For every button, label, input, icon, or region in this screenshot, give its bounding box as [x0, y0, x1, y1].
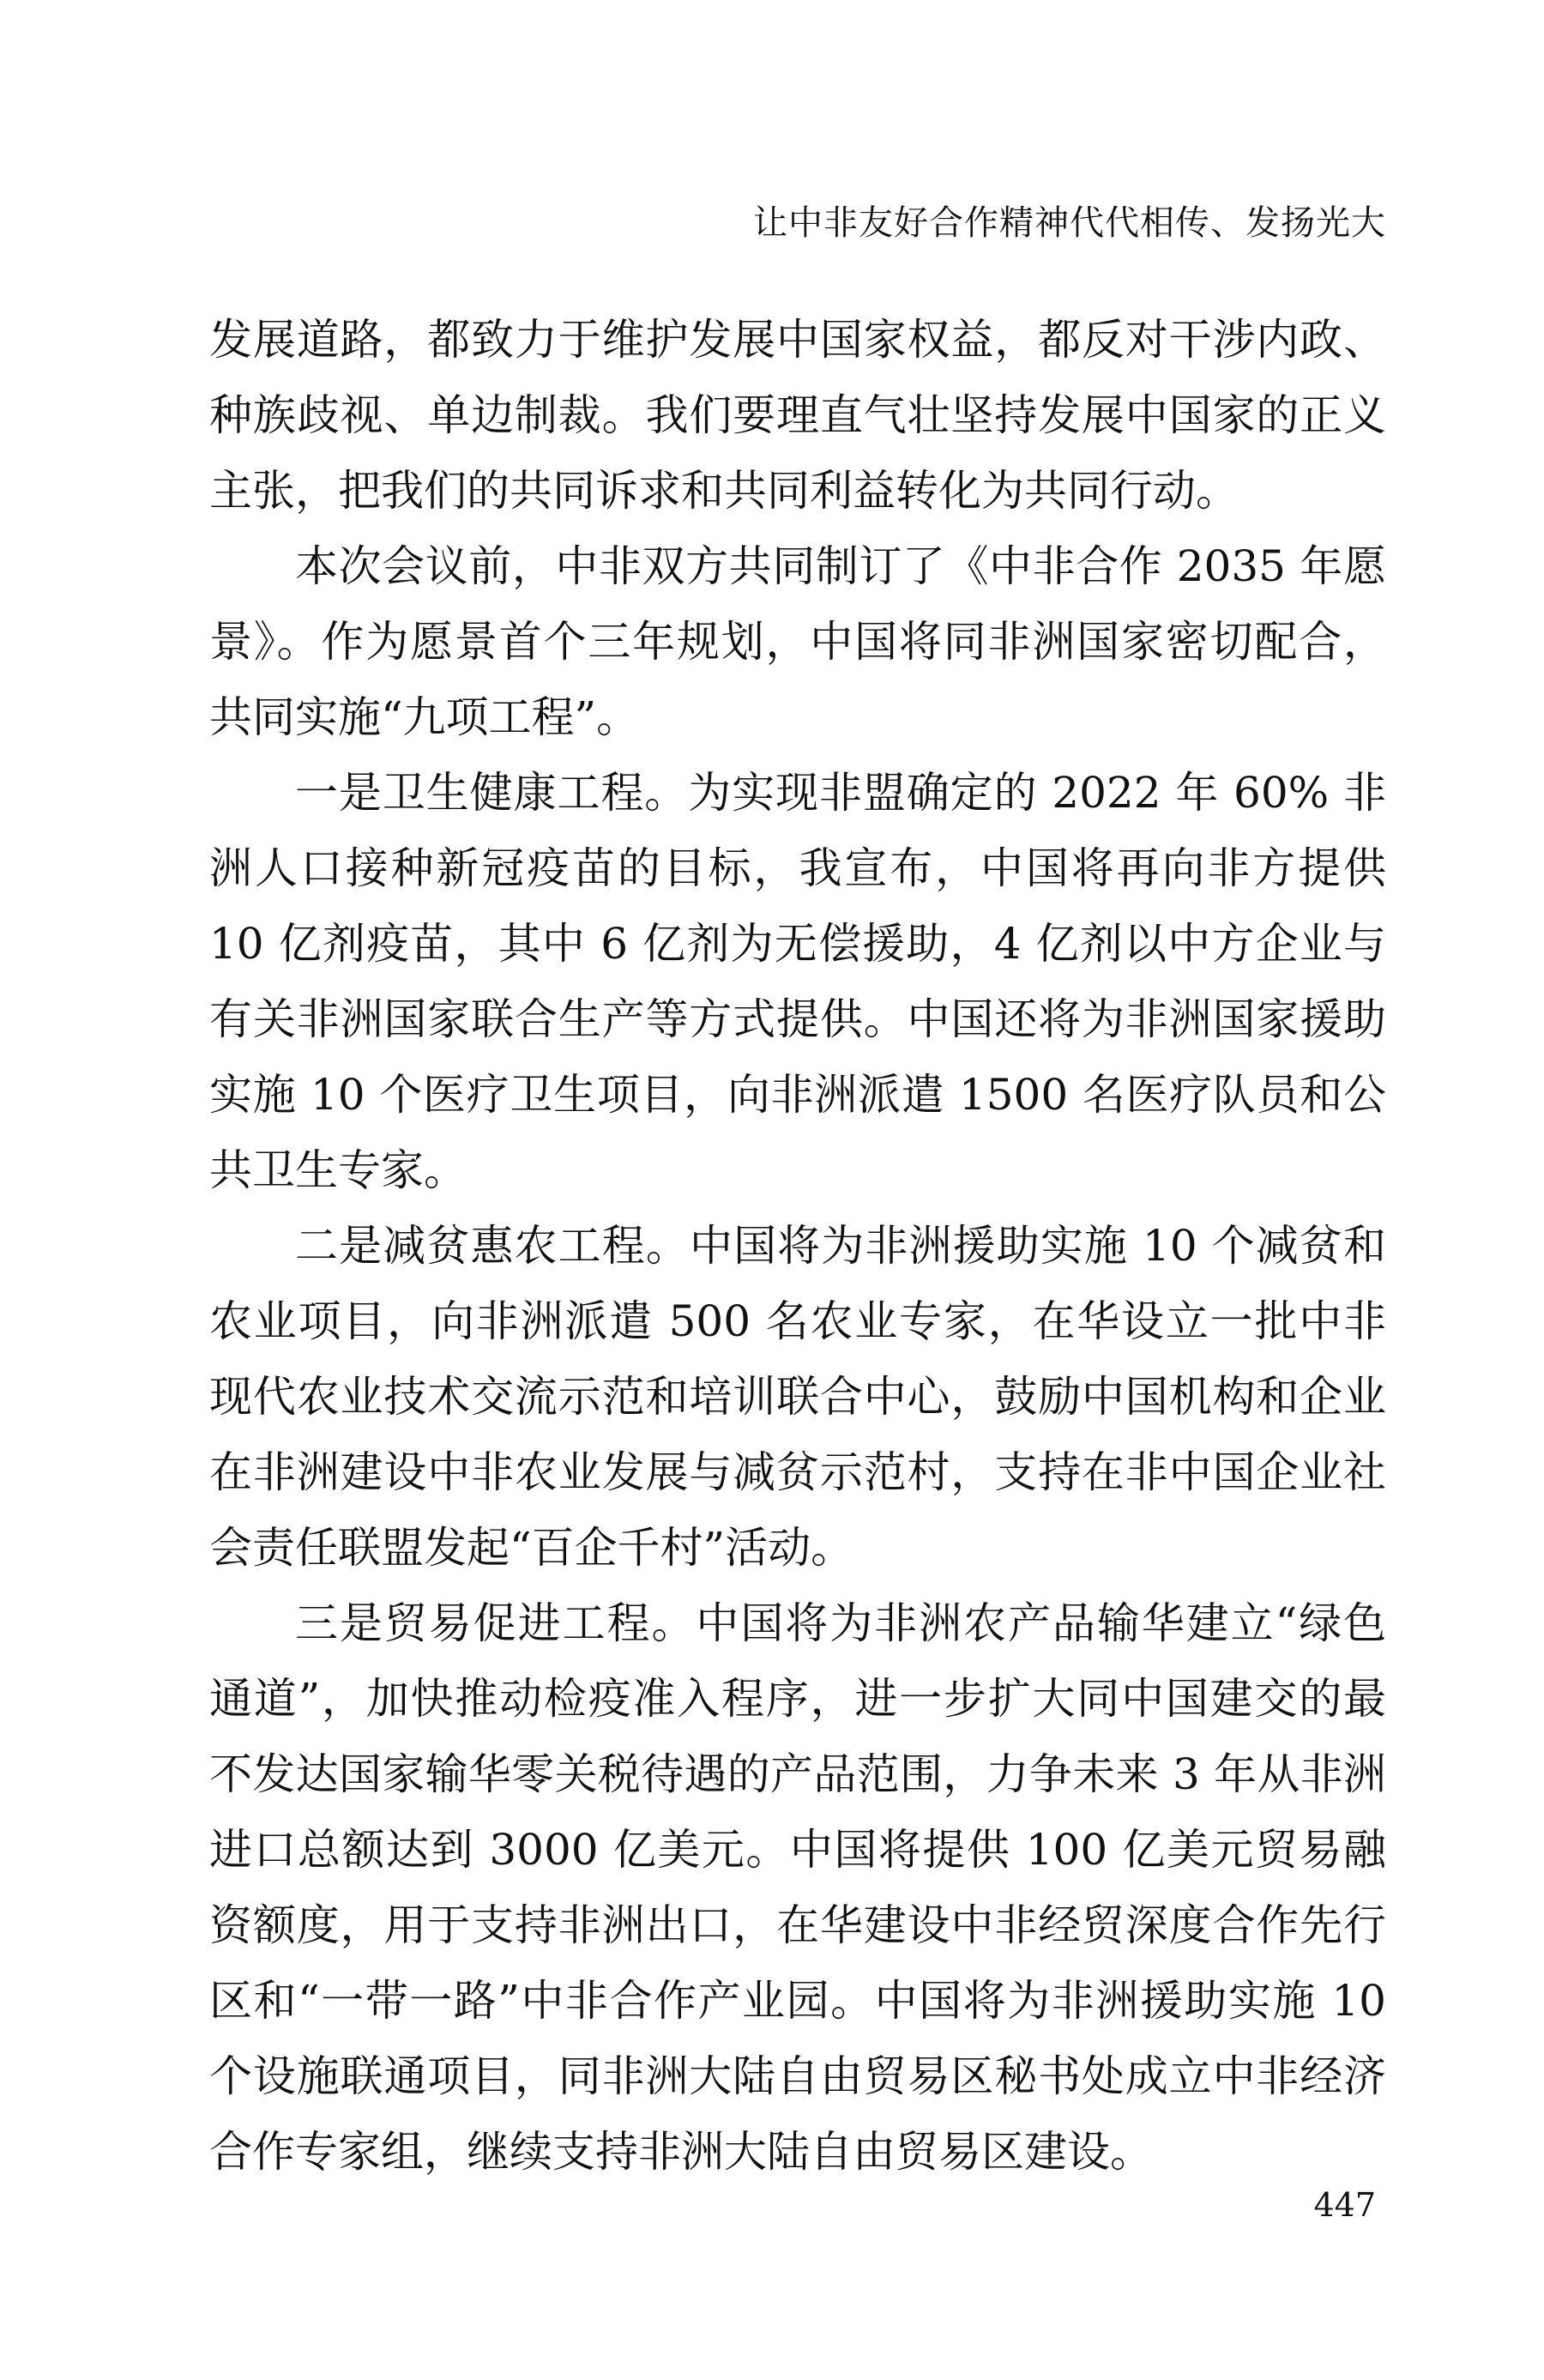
- running-header: 让中非友好合作精神代代相传、发扬光大: [753, 203, 1386, 243]
- paragraph-continued: 发展道路，都致力于维护发展中国家权益，都反对干涉内政、种族歧视、单边制裁。我们要理直气壮坚持发展中国家的正义主张，把我们的共同诉求和共同利益转化为共同行动。: [209, 315, 1386, 516]
- paragraph-health-program: 一是卫生健康工程。为实现非盟确定的 2022 年 60% 非洲人口接种新冠疫苗的目标，我宣布，中国将再向非方提供 10 亿剂疫苗，其中 6 亿剂为无偿援助，4 亿剂以中方企业与有关非洲国家联合生产等方式提供。中国还将为非洲国家援助实施 10 个医疗卫生项目，向非洲派遣 1500 名医疗队员和公共卫生专家。: [209, 768, 1386, 1195]
- paragraph-trade-promotion-program: 三是贸易促进工程。中国将为非洲农产品输华建立“绿色通道”，加快推动检疫准入程序，进一步扩大同中国建交的最不发达国家输华零关税待遇的产品范围，力争未来 3 年从非洲进口总额达到 3000 亿美元。中国将提供 100 亿美元贸易融资额度，用于支持非洲出口，在华建设中非经贸深度合作先行区和“一带一路”中非合作产业园。中国将为非洲援助实施 10 个设施联通项目，同非洲大陆自由贸易区秘书处成立中非经济合作专家组，继续支持非洲大陆自由贸易区建设。: [209, 1598, 1386, 2177]
- body-text: [209, 302, 1386, 2190]
- page-number: 447: [1313, 2186, 1376, 2224]
- paragraph-poverty-reduction-program: 二是减贫惠农工程。中国将为非洲援助实施 10 个减贫和农业项目，向非洲派遣 500 名农业专家，在华设立一批中非现代农业技术交流示范和培训联合中心，鼓励中国机构和企业在非洲建设中非农业发展与减贫示范村，支持在非中国企业社会责任联盟发起“百企千村”活动。: [209, 1221, 1386, 1573]
- paragraph-vision-2035: 本次会议前，中非双方共同制订了《中非合作 2035 年愿景》。作为愿景首个三年规划，中国将同非洲国家密切配合，共同实施“九项工程”。: [209, 541, 1386, 742]
